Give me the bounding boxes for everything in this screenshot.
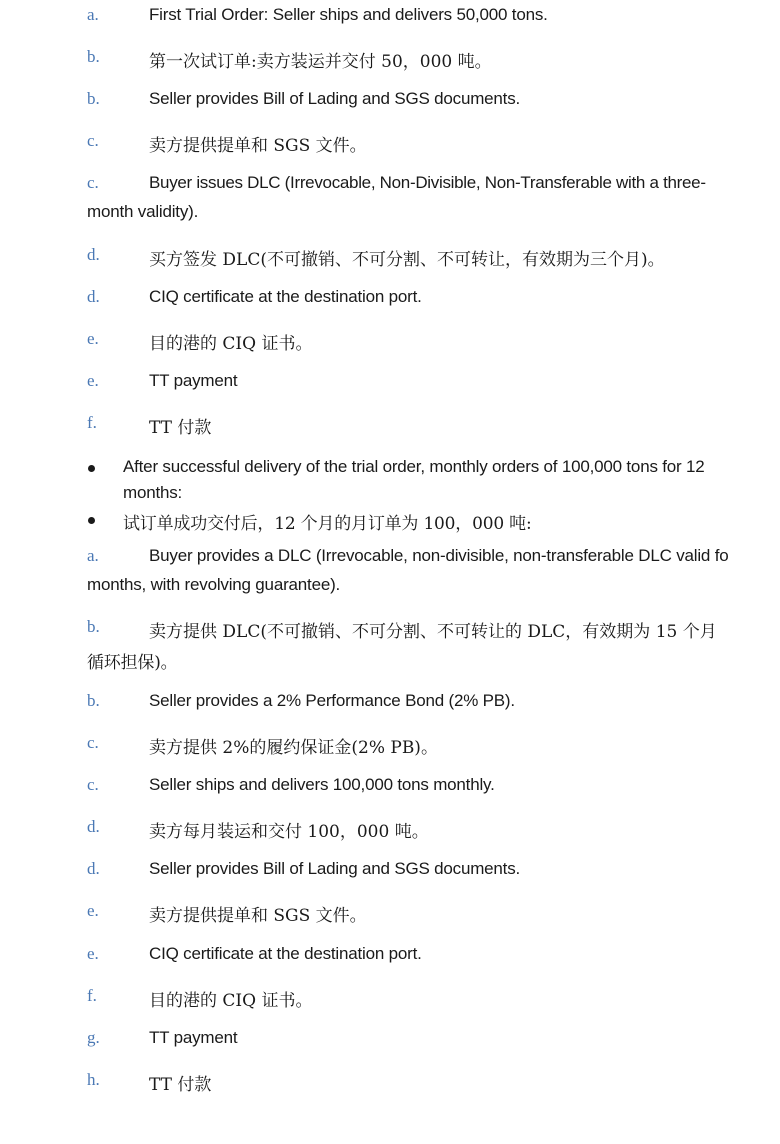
list-item-text: TT 付款 — [149, 1075, 212, 1095]
list-item-text: Buyer provides a DLC (Irrevocable, non-divisible, non-transferable DLC valid fo — [149, 546, 729, 565]
list-item-text: Seller provides Bill of Lading and SGS documents. — [149, 89, 521, 108]
list-marker: e. — [87, 329, 99, 348]
list-marker: g. — [87, 1028, 100, 1047]
list-item-text: 卖方每月装运和交付 100，000 吨。 — [149, 822, 429, 842]
list-item-text: First Trial Order: Seller ships and delivers 50,000 tons. — [149, 5, 548, 24]
bullet-continuation: months: — [123, 483, 183, 502]
list-item-text: TT 付款 — [149, 418, 212, 438]
list-marker: e. — [87, 901, 99, 920]
list-marker: c. — [87, 733, 99, 752]
list-item-continuation: month validity). — [87, 202, 199, 221]
list-marker: f. — [87, 986, 97, 1005]
list-item-text: CIQ certificate at the destination port. — [149, 944, 422, 963]
list-marker: d. — [87, 859, 100, 878]
list-item-text: Buyer issues DLC (Irrevocable, Non-Divisible, Non-Transferable with a three- — [149, 173, 706, 192]
list-item-text: 目的港的 CIQ 证书。 — [149, 334, 313, 354]
list-item-continuation: 循环担保)。 — [87, 653, 178, 673]
list-item-text: TT payment — [149, 1028, 238, 1047]
list-item-text: 卖方提供 2%的履约保证金(2% PB)。 — [149, 738, 438, 758]
list-marker: d. — [87, 817, 100, 836]
list-marker: b. — [87, 47, 100, 66]
list-item-text: Seller ships and delivers 100,000 tons monthly. — [149, 775, 495, 794]
list-item-text: 卖方提供提单和 SGS 文件。 — [149, 136, 367, 156]
bullet-dot-icon — [88, 517, 95, 524]
bullet-dot-icon — [88, 465, 95, 472]
list-item-text: TT payment — [149, 371, 238, 390]
list-marker: e. — [87, 944, 99, 963]
list-item-text: 买方签发 DLC(不可撤销、不可分割、不可转让，有效期为三个月)。 — [149, 250, 665, 270]
list-item-text: Seller provides a 2% Performance Bond (2% PB). — [149, 691, 515, 710]
list-marker: h. — [87, 1070, 100, 1089]
list-marker: c. — [87, 173, 99, 192]
list-item-text: CIQ certificate at the destination port. — [149, 287, 422, 306]
list-item-text: 卖方提供提单和 SGS 文件。 — [149, 906, 367, 926]
list-item-continuation: months, with revolving guarantee). — [87, 575, 341, 594]
list-marker: a. — [87, 546, 99, 565]
list-marker: d. — [87, 287, 100, 306]
list-item-text: 第一次试订单:卖方装运并交付 50，000 吨。 — [149, 52, 492, 72]
list-marker: b. — [87, 89, 100, 108]
list-marker: b. — [87, 617, 100, 636]
list-marker: c. — [87, 131, 99, 150]
list-marker: e. — [87, 371, 99, 390]
list-item-text: 卖方提供 DLC(不可撤销、不可分割、不可转让的 DLC，有效期为 15 个月 — [149, 622, 717, 642]
list-marker: a. — [87, 5, 99, 24]
list-item-text: 目的港的 CIQ 证书。 — [149, 991, 313, 1011]
list-marker: b. — [87, 691, 100, 710]
bullet-text: 试订单成功交付后，12 个月的月订单为 100，000 吨: — [123, 514, 532, 534]
list-marker: f. — [87, 413, 97, 432]
list-item-text: Seller provides Bill of Lading and SGS documents. — [149, 859, 521, 878]
list-marker: c. — [87, 775, 99, 794]
list-marker: d. — [87, 245, 100, 264]
bullet-text: After successful delivery of the trial order, monthly orders of 100,000 tons for 12 — [123, 457, 705, 476]
